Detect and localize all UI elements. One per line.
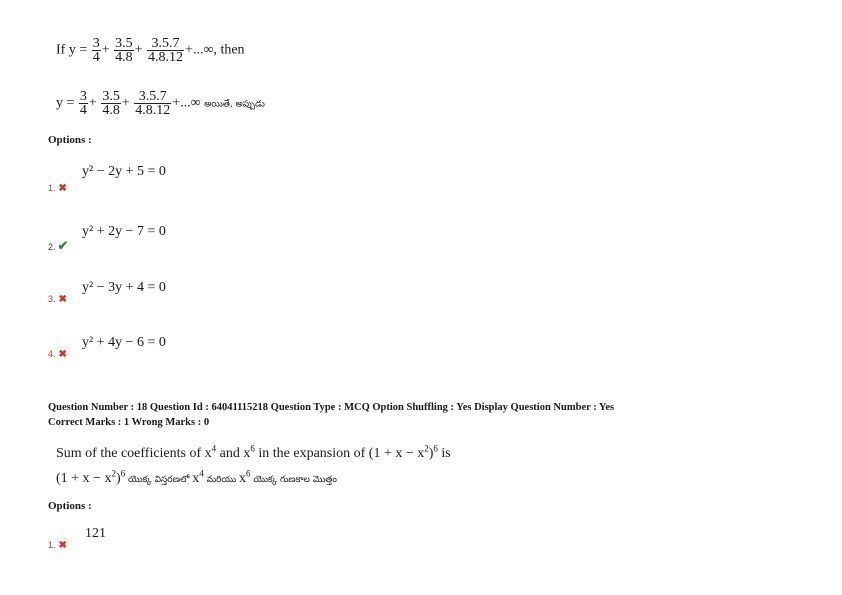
q17-en-suffix: , then	[213, 42, 245, 58]
q18-option-1-expression: 121	[85, 526, 106, 541]
q17-en-prefix: If y =	[56, 42, 88, 58]
q17-option-3-number: 3. ✖	[48, 294, 67, 305]
wrong-icon: ✖	[58, 349, 67, 360]
fraction: $\frac{3.5.7}{4.8.12}$	[135, 89, 171, 118]
series-tail: +...∞	[185, 42, 214, 58]
q18-options-label: Options :	[48, 500, 92, 512]
q17-option-4-expression: y² + 4y − 6 = 0	[82, 335, 166, 350]
q17-te-prefix: y =	[56, 95, 75, 111]
q18-meta-line-1: Question Number : 18 Question Id : 64041115218 Question Type : MCQ Option Shuffling : Yes Display Question Number : Yes	[48, 402, 615, 413]
fraction: $\frac{3.5.7}{4.8.12}$	[148, 36, 184, 65]
fraction: $\frac{3.5}{4.8}$	[102, 89, 120, 118]
q18-english-statement: Sum of the coefficients of $x^4$ and $x^6$ in the expansion of $(1 + x - x^2)^6$ is	[56, 443, 451, 461]
q17-telugu-statement: y = $\frac{3}{4}$ + $\frac{3.5}{4.8}$ + $\frac{3.5.7}{4.8.12}$ +...∞ అయితే, అప్పుడు	[56, 89, 265, 118]
q18-option-1-number: 1. ✖	[48, 540, 67, 551]
series-tail: +...∞	[172, 95, 201, 111]
q17-option-4-number: 4. ✖	[48, 349, 67, 360]
q18-meta-line-2: Correct Marks : 1 Wrong Marks : 0	[48, 417, 210, 428]
q18-telugu-statement: $(1 + x - x^2)^6$ యొక్క విస్తరణలో $x^4$ మరియు $x^6$ యొక్క గుణకాల మొత్తం	[56, 468, 337, 486]
fraction: $\frac{3}{4}$	[79, 89, 87, 118]
q17-option-2-number: 2. ✔	[48, 238, 69, 253]
wrong-icon: ✖	[58, 294, 67, 305]
q17-english-statement: If y = $\frac{3}{4}$ + $\frac{3.5}{4.8}$ + $\frac{3.5.7}{4.8.12}$ +...∞, then	[56, 36, 245, 65]
q17-option-3-expression: y² − 3y + 4 = 0	[82, 280, 166, 295]
correct-check-icon: ✔	[57, 238, 69, 253]
q17-te-suffix: అయితే, అప్పుడు	[204, 99, 265, 110]
fraction: $\frac{3}{4}$	[92, 36, 100, 65]
q17-options-label: Options :	[48, 134, 92, 146]
q17-option-2-expression: y² + 2y − 7 = 0	[82, 224, 166, 239]
wrong-icon: ✖	[58, 183, 67, 194]
wrong-icon: ✖	[58, 540, 67, 551]
fraction: $\frac{3.5}{4.8}$	[115, 36, 133, 65]
q17-option-1-expression: y² − 2y + 5 = 0	[82, 164, 166, 179]
q17-option-1-number: 1. ✖	[48, 183, 67, 194]
